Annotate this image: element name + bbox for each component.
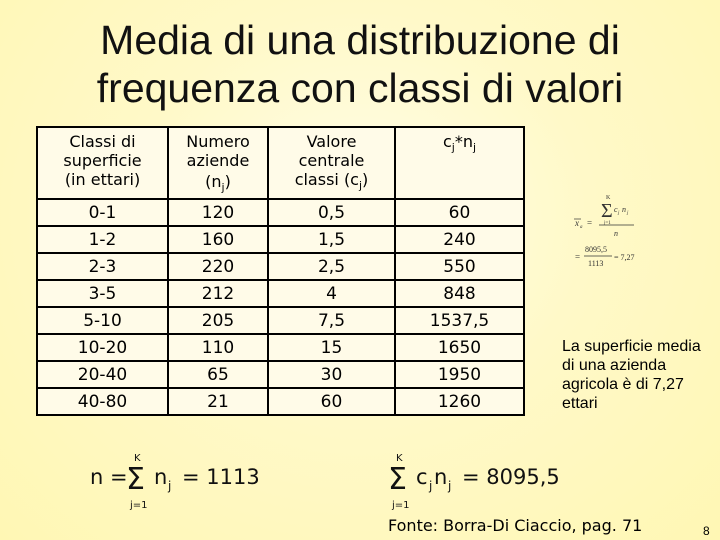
cell-n: 212 <box>168 280 268 307</box>
svg-text:1113: 1113 <box>588 259 604 268</box>
table-row <box>37 307 524 334</box>
cell-cn: 60 <box>395 199 524 226</box>
svg-text:j: j <box>618 211 620 216</box>
cell-c: 60 <box>268 388 395 415</box>
sum-cn-formula <box>386 450 586 512</box>
cell-classe: 5-10 <box>37 307 168 334</box>
source-citation: Fonte: Borra-Di Ciaccio, pag. 71 <box>388 516 643 535</box>
page-number: 8 <box>703 524 710 538</box>
cell-n: 220 <box>168 253 268 280</box>
svg-text:Σ: Σ <box>388 462 407 497</box>
header-valore: Valore centrale classi $(c_j)$ <box>268 127 395 199</box>
slide-title <box>40 16 680 112</box>
svg-text:j: j <box>429 479 433 493</box>
table-row <box>37 199 524 226</box>
cell-cn: 550 <box>395 253 524 280</box>
header-numero: Numero aziende $(n_j)$ <box>168 127 268 199</box>
cell-n: 110 <box>168 334 268 361</box>
cell-c: 1,5 <box>268 226 395 253</box>
cell-c: 2,5 <box>268 253 395 280</box>
mean-formula <box>572 190 662 280</box>
header-cjnj: $c_j*n_j$ <box>395 127 524 199</box>
table-header-row <box>37 127 524 199</box>
sum-n-formula <box>86 450 286 512</box>
svg-text:= 8095,5: = 8095,5 <box>462 465 560 489</box>
cell-classe: 0-1 <box>37 199 168 226</box>
cell-classe: 20-40 <box>37 361 168 388</box>
svg-text:Σ: Σ <box>126 462 145 497</box>
title-line-2: frequenza con classi di valori <box>96 65 624 111</box>
cell-c: 7,5 <box>268 307 395 334</box>
svg-text:j=1: j=1 <box>392 500 410 511</box>
svg-text:c: c <box>614 205 618 214</box>
svg-text:n: n <box>154 465 168 489</box>
cell-n: 160 <box>168 226 268 253</box>
cell-n: 120 <box>168 199 268 226</box>
cell-classe: 40-80 <box>37 388 168 415</box>
cell-n: 21 <box>168 388 268 415</box>
svg-text:=: = <box>587 218 593 228</box>
svg-text:c: c <box>416 465 428 489</box>
cell-cn: 1950 <box>395 361 524 388</box>
cell-c: 15 <box>268 334 395 361</box>
svg-text:8095,5: 8095,5 <box>585 245 607 254</box>
svg-text:n =: n = <box>90 465 128 489</box>
table-row <box>37 253 524 280</box>
cell-classe: 3-5 <box>37 280 168 307</box>
cell-n: 65 <box>168 361 268 388</box>
table-row <box>37 226 524 253</box>
svg-text:j=1: j=1 <box>130 500 148 511</box>
header-classi: Classi di superficie (in ettari) <box>37 127 168 199</box>
cell-cn: 848 <box>395 280 524 307</box>
svg-text:n: n <box>434 465 448 489</box>
svg-text:K: K <box>606 195 611 201</box>
table-row <box>37 388 524 415</box>
cell-cn: 1650 <box>395 334 524 361</box>
svg-text:j: j <box>448 479 452 493</box>
cell-c: 30 <box>268 361 395 388</box>
svg-text:j=1: j=1 <box>604 221 611 226</box>
cell-c: 4 <box>268 280 395 307</box>
cell-cn: 1537,5 <box>395 307 524 334</box>
table-row <box>37 361 524 388</box>
mean-note: La superficie media di una azienda agricola è di 7,27 ettari <box>562 338 701 412</box>
cell-cn: 240 <box>395 226 524 253</box>
svg-text:j: j <box>168 479 172 493</box>
svg-text:Σ: Σ <box>601 200 613 222</box>
svg-text:n: n <box>622 205 626 214</box>
cell-c: 0,5 <box>268 199 395 226</box>
svg-text:n: n <box>614 229 618 238</box>
cell-classe: 2-3 <box>37 253 168 280</box>
cell-classe: 1-2 <box>37 226 168 253</box>
cell-n: 205 <box>168 307 268 334</box>
svg-text:j: j <box>627 211 629 216</box>
svg-text:x: x <box>575 218 579 228</box>
cell-classe: 10-20 <box>37 334 168 361</box>
table-row <box>37 280 524 307</box>
svg-text:=: = <box>575 252 581 262</box>
cell-cn: 1260 <box>395 388 524 415</box>
svg-text:a: a <box>580 225 583 230</box>
svg-text:= 7,27: = 7,27 <box>614 253 635 262</box>
svg-text:= 1113: = 1113 <box>182 465 260 489</box>
svg-text:K: K <box>134 453 141 464</box>
table-row <box>37 334 524 361</box>
svg-text:K: K <box>396 453 403 464</box>
title-line-1: Media di una distribuzione di <box>100 17 620 63</box>
frequency-table <box>36 126 525 416</box>
